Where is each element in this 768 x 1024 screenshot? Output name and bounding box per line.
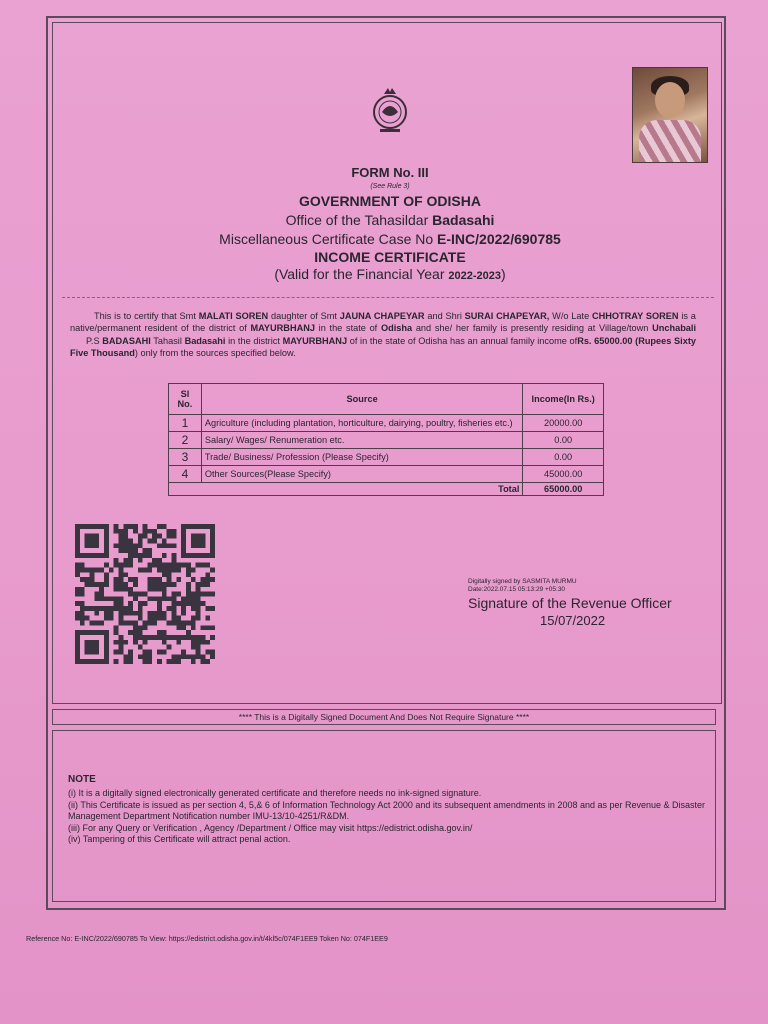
signature-date: 15/07/2022: [540, 613, 606, 628]
office-line: Office of the Tahasildar Badasahi: [285, 212, 495, 228]
total-label: Total: [169, 483, 523, 496]
digital-signed-notice: **** This is a Digitally Signed Document And Does Not Require Signature ****: [52, 709, 716, 725]
digital-signature-stamp: Digitally signed by SASMITA MURMU Date:2022.07.15 05:13:29 +05:30: [468, 578, 577, 593]
note-item: (ii) This Certificate is issued as per section 4, 5,& 6 of Information Technology Act 2000 and its subsequent amendments in 2008 and as per Revenue & Disaster Management Department Notification number IMU-13/10-4251/R&DM.: [68, 799, 706, 822]
header-income: Income(In Rs.): [523, 384, 604, 415]
total-value: 65000.00: [523, 483, 604, 496]
note-item: (i) It is a digitally signed electronically generated certificate and therefore needs no ink-signed signature.: [68, 788, 482, 798]
signature-title: Signature of the Revenue Officer: [468, 595, 672, 611]
note-list: [68, 788, 708, 846]
header-sl: Sl No.: [169, 384, 202, 415]
table-row: 4 Other Sources(Please Specify) 45000.00: [169, 466, 604, 483]
form-rule: (See Rule 3): [370, 183, 410, 190]
separator: [62, 297, 714, 298]
verification-qr-code[interactable]: [74, 524, 216, 664]
certificate-title: INCOME CERTIFICATE: [314, 249, 466, 265]
income-table: [168, 383, 604, 496]
note-item: (iii) For any Query or Verification , Agency /Department / Office may visit https://edistrict.odisha.gov.in/: [68, 822, 473, 833]
certificate-body: This is to certify that Smt MALATI SOREN daughter of Smt JAUNA CHAPEYAR and Shri SURAI CHAPEYAR, W/o Late CHHOTRAY SOREN is a native/permanent resident of the district of MAYURBHANJ in the state of Odisha and she/ her family is presently residing at Village/town Unchabali P.S BADASAHI Tahasil Badasahi in the district MAYURBHANJ of in the state of Odisha has an annual family income ofRs. 65000.00 (Rupees Sixty Five Thousand) only from the sources specified below.: [70, 311, 697, 359]
table-total-row: [169, 483, 604, 496]
case-number-line: Miscellaneous Certificate Case No E-INC/2022/690785: [219, 231, 561, 247]
note-title: NOTE: [68, 774, 96, 785]
table-row: 3 Trade/ Business/ Profession (Please Specify) 0.00: [169, 449, 604, 466]
odisha-emblem-icon: [362, 82, 418, 136]
form-number: FORM No. III: [351, 165, 429, 180]
reference-line: Reference No: E-INC/2022/690785 To View: https://edistrict.odisha.gov.in/t/4kl5c/074F1EE9 Token No: 074F1EE9: [26, 934, 388, 943]
validity-line: (Valid for the Financial Year 2022-2023): [274, 266, 506, 282]
header-source: Source: [201, 384, 523, 415]
applicant-photo: [632, 67, 708, 163]
government-name: GOVERNMENT OF ODISHA: [298, 193, 481, 209]
table-row: 1 Agriculture (including plantation, horticulture, dairying, poultry, fisheries etc.) 20000.00: [169, 415, 604, 432]
table-header-row: [169, 384, 604, 415]
table-row: 2 Salary/ Wages/ Renumeration etc. 0.00: [169, 432, 604, 449]
note-item: (iv) Tampering of this Certificate will attract penal action.: [68, 834, 291, 845]
